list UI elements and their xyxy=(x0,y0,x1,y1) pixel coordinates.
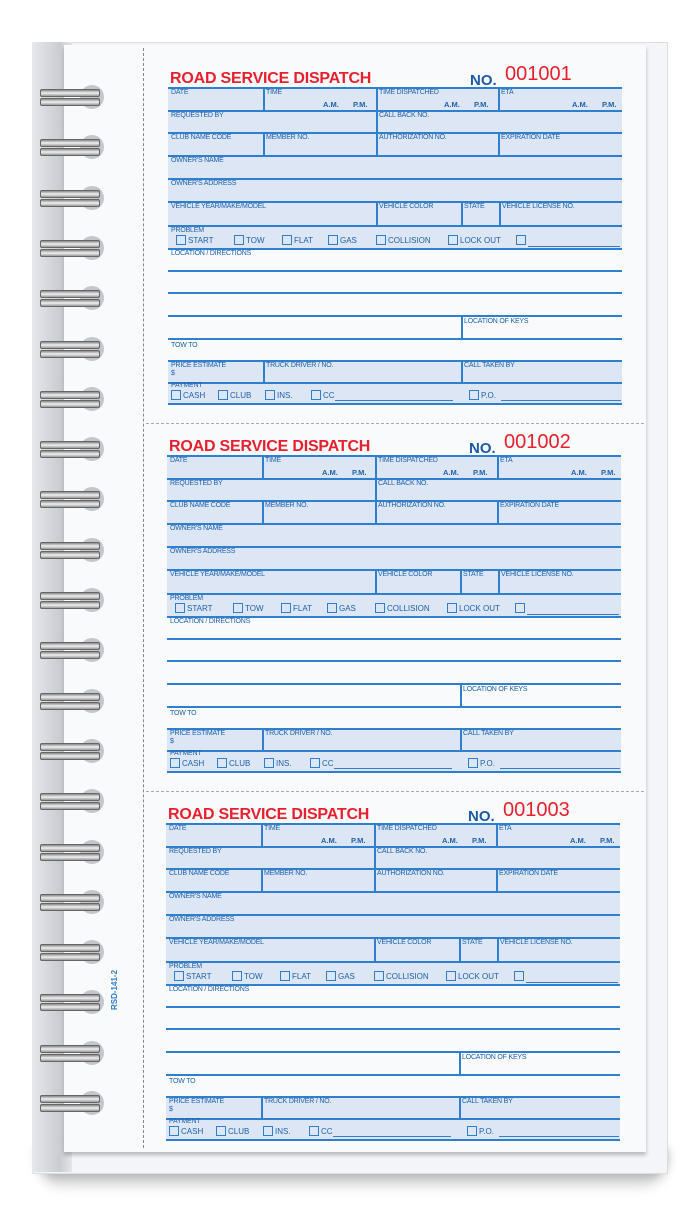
spiral-ring xyxy=(40,339,100,361)
number-label: NO. xyxy=(470,72,497,89)
expiration-date-field[interactable] xyxy=(496,868,620,891)
po-number-line[interactable] xyxy=(499,1136,619,1137)
dollar-label: $ xyxy=(170,738,174,745)
location-directions-label: LOCATION / DIRECTIONS xyxy=(171,250,252,257)
member-no-label: MEMBER NO. xyxy=(265,502,309,509)
location-of-keys-field[interactable] xyxy=(459,1051,620,1074)
other-problem-line[interactable] xyxy=(527,614,619,615)
owners-name-field[interactable] xyxy=(166,891,620,914)
time-dispatched-label: TIME DISPATCHED xyxy=(377,825,437,832)
problem-checkbox[interactable]: LOCK OUT xyxy=(447,603,500,613)
checkbox-icon xyxy=(514,971,524,981)
expiration-date-label: EXPIRATION DATE xyxy=(500,502,559,509)
checkbox-icon xyxy=(234,235,244,245)
rule-line xyxy=(167,750,621,752)
authorization-no-field[interactable] xyxy=(376,132,498,155)
spiral-ring xyxy=(40,439,100,461)
problem-checkbox[interactable] xyxy=(515,603,527,613)
problem-checkbox[interactable]: TOW xyxy=(234,235,265,245)
owners-address-field[interactable] xyxy=(166,914,620,937)
am-label: A.M. xyxy=(322,468,338,477)
vehicle-ymm-field[interactable] xyxy=(167,569,375,593)
spiral-ring xyxy=(40,137,100,159)
authorization-no-label: AUTHORIZATION NO. xyxy=(378,502,446,509)
rule-line xyxy=(168,382,622,384)
date-label: DATE xyxy=(170,457,188,464)
time-dispatched-label: TIME DISPATCHED xyxy=(379,89,439,96)
requested-by-field[interactable] xyxy=(167,478,375,500)
eta-field[interactable] xyxy=(496,823,620,846)
spiral-ring xyxy=(40,238,100,260)
form-number: 001001 xyxy=(505,63,572,85)
am-label: A.M. xyxy=(571,468,587,477)
payment-checkbox[interactable]: INS. xyxy=(265,390,293,400)
price-estimate-label: PRICE ESTIMATE xyxy=(171,362,227,369)
checkbox-icon xyxy=(265,390,275,400)
checkbox-icon xyxy=(310,758,320,768)
eta-field[interactable] xyxy=(498,87,622,110)
problem-checkbox[interactable]: GAS xyxy=(327,603,356,613)
rule-line xyxy=(166,961,620,963)
spiral-ring xyxy=(40,288,100,310)
owners-name-label: OWNER'S NAME xyxy=(169,893,222,900)
payment-checkbox[interactable]: CC xyxy=(310,758,334,768)
vehicle-license-field[interactable] xyxy=(498,569,621,593)
problem-label: PROBLEM xyxy=(171,227,204,234)
am-label: A.M. xyxy=(570,836,586,845)
truck-driver-label: TRUCK DRIVER / NO. xyxy=(264,1098,332,1105)
spiral-ring xyxy=(40,791,100,813)
problem-checkbox[interactable]: TOW xyxy=(232,971,263,981)
payment-checkbox[interactable]: INS. xyxy=(264,758,292,768)
problem-checkbox[interactable] xyxy=(516,235,528,245)
spiral-ring xyxy=(40,540,100,562)
checkbox-icon xyxy=(264,758,274,768)
time-label: TIME xyxy=(265,457,281,464)
spiral-ring xyxy=(40,942,100,964)
date-label: DATE xyxy=(169,825,187,832)
truck-driver-field[interactable] xyxy=(262,728,460,750)
date-field[interactable] xyxy=(167,455,262,478)
spiral-ring xyxy=(40,489,100,511)
number-label: NO. xyxy=(469,440,496,457)
payment-label: PAYMENT xyxy=(171,382,203,389)
checkbox-icon xyxy=(516,235,526,245)
call-taken-by-field[interactable] xyxy=(460,728,621,750)
owners-name-label: OWNER'S NAME xyxy=(171,157,224,164)
checkbox-icon xyxy=(311,390,321,400)
payment-checkbox[interactable]: P.O. xyxy=(469,390,496,400)
time-label: TIME xyxy=(266,89,282,96)
authorization-no-label: AUTHORIZATION NO. xyxy=(377,870,445,877)
vehicle-license-label: VEHICLE LICENSE NO. xyxy=(502,203,575,210)
authorization-no-field[interactable] xyxy=(374,868,496,891)
dispatch-form xyxy=(166,799,620,1142)
form-title: ROAD SERVICE DISPATCH xyxy=(168,806,370,823)
problem-checkbox[interactable] xyxy=(514,971,526,981)
truck-driver-field[interactable] xyxy=(261,1096,459,1118)
po-number-line[interactable] xyxy=(500,768,620,769)
cc-number-line[interactable] xyxy=(334,768,452,769)
problem-label: PROBLEM xyxy=(169,963,202,970)
club-name-code-label: CLUB NAME CODE xyxy=(170,502,231,509)
pm-label: P.M. xyxy=(474,100,489,109)
checkbox-icon xyxy=(326,971,336,981)
call-taken-by-field[interactable] xyxy=(459,1096,620,1118)
spiral-ring xyxy=(40,1043,100,1065)
time-label: TIME xyxy=(264,825,280,832)
call-taken-by-label: CALL TAKEN BY xyxy=(464,362,515,369)
problem-checkbox[interactable]: LOCK OUT xyxy=(448,235,501,245)
member-no-label: MEMBER NO. xyxy=(264,870,308,877)
owners-address-label: OWNER'S ADDRESS xyxy=(171,180,237,187)
vehicle-color-label: VEHICLE COLOR xyxy=(379,203,434,210)
payment-checkbox[interactable]: P.O. xyxy=(468,758,495,768)
state-field[interactable] xyxy=(460,569,498,593)
requested-by-label: REQUESTED BY xyxy=(169,848,222,855)
owners-address-field[interactable] xyxy=(168,178,622,201)
call-back-no-field[interactable] xyxy=(375,478,621,500)
state-label: STATE xyxy=(463,571,484,578)
spiral-ring xyxy=(40,1093,100,1115)
time-field[interactable] xyxy=(261,823,374,846)
member-no-field[interactable] xyxy=(263,132,376,155)
checkbox-icon xyxy=(375,603,385,613)
tow-to-label: TOW TO xyxy=(170,710,197,717)
club-name-code-label: CLUB NAME CODE xyxy=(171,134,232,141)
requested-by-label: REQUESTED BY xyxy=(170,480,223,487)
vehicle-ymm-field[interactable] xyxy=(168,201,376,225)
vehicle-license-label: VEHICLE LICENSE NO. xyxy=(501,571,574,578)
rule-line xyxy=(168,225,622,227)
spiral-ring xyxy=(40,992,100,1014)
tow-to-field[interactable] xyxy=(166,1074,620,1096)
price-estimate-field[interactable] xyxy=(166,1096,261,1118)
checkbox-icon xyxy=(328,235,338,245)
vehicle-ymm-field[interactable] xyxy=(166,937,374,961)
expiration-date-label: EXPIRATION DATE xyxy=(499,870,558,877)
eta-label: ETA xyxy=(500,457,513,464)
problem-checkbox[interactable]: LOCK OUT xyxy=(446,971,499,981)
club-name-code-label: CLUB NAME CODE xyxy=(169,870,230,877)
problem-checkbox[interactable]: TOW xyxy=(233,603,264,613)
location-of-keys-label: LOCATION OF KEYS xyxy=(464,318,529,325)
checkbox-icon xyxy=(176,235,186,245)
spiral-ring xyxy=(40,892,100,914)
club-name-code-field[interactable] xyxy=(168,132,263,155)
stub-perforation xyxy=(143,48,144,1148)
owners-name-field[interactable] xyxy=(168,155,622,178)
tow-to-field[interactable] xyxy=(167,706,621,728)
checkbox-icon xyxy=(217,758,227,768)
truck-driver-field[interactable] xyxy=(263,360,461,382)
club-name-code-field[interactable] xyxy=(167,500,262,523)
owners-name-label: OWNER'S NAME xyxy=(170,525,223,532)
problem-checkbox[interactable]: START xyxy=(176,235,213,245)
payment-checkbox[interactable]: CLUB xyxy=(216,1126,249,1136)
location-directions-label: LOCATION / DIRECTIONS xyxy=(170,618,251,625)
checkbox-icon xyxy=(327,603,337,613)
pm-label: P.M. xyxy=(353,100,368,109)
checkbox-icon xyxy=(376,235,386,245)
problem-checkbox[interactable]: GAS xyxy=(326,971,355,981)
po-number-line[interactable] xyxy=(501,400,621,401)
problem-checkbox[interactable]: FLAT xyxy=(281,603,312,613)
authorization-no-label: AUTHORIZATION NO. xyxy=(379,134,447,141)
vehicle-license-field[interactable] xyxy=(497,937,620,961)
expiration-date-field[interactable] xyxy=(498,132,622,155)
call-taken-by-label: CALL TAKEN BY xyxy=(462,1098,513,1105)
owners-address-label: OWNER'S ADDRESS xyxy=(169,916,235,923)
state-label: STATE xyxy=(464,203,485,210)
date-label: DATE xyxy=(171,89,189,96)
checkbox-icon xyxy=(169,1126,179,1136)
dollar-label: $ xyxy=(169,1106,173,1113)
price-estimate-field[interactable] xyxy=(168,360,263,382)
call-back-no-label: CALL BACK NO. xyxy=(379,112,430,119)
payment-checkbox[interactable]: CLUB xyxy=(217,758,250,768)
checkbox-icon xyxy=(174,971,184,981)
other-problem-line[interactable] xyxy=(528,246,620,247)
location-of-keys-field[interactable] xyxy=(461,315,622,338)
spiral-ring xyxy=(40,188,100,210)
vehicle-color-field[interactable] xyxy=(375,569,460,593)
state-field[interactable] xyxy=(459,937,497,961)
eta-field[interactable] xyxy=(497,455,621,478)
form-number: 001003 xyxy=(503,799,570,821)
dollar-label: $ xyxy=(171,370,175,377)
pm-label: P.M. xyxy=(473,468,488,477)
time-dispatched-label: TIME DISPATCHED xyxy=(378,457,438,464)
rule-line xyxy=(166,1139,620,1141)
call-taken-by-label: CALL TAKEN BY xyxy=(463,730,514,737)
form-title: ROAD SERVICE DISPATCH xyxy=(169,438,371,455)
checkbox-icon xyxy=(170,758,180,768)
problem-checkbox[interactable]: COLLISION xyxy=(374,971,429,981)
cc-number-line[interactable] xyxy=(335,400,453,401)
payment-checkbox[interactable]: CLUB xyxy=(218,390,251,400)
problem-checkbox[interactable]: COLLISION xyxy=(375,603,430,613)
time-field[interactable] xyxy=(263,87,376,110)
checkbox-icon xyxy=(282,235,292,245)
call-back-no-field[interactable] xyxy=(376,110,622,132)
checkbox-icon xyxy=(309,1126,319,1136)
payment-label: PAYMENT xyxy=(169,1118,201,1125)
truck-driver-label: TRUCK DRIVER / NO. xyxy=(265,730,333,737)
problem-checkbox[interactable]: COLLISION xyxy=(376,235,431,245)
problem-label: PROBLEM xyxy=(170,595,203,602)
price-estimate-field[interactable] xyxy=(167,728,262,750)
checkbox-icon xyxy=(446,971,456,981)
number-label: NO. xyxy=(468,808,495,825)
payment-checkbox[interactable]: CASH xyxy=(169,1126,203,1136)
problem-checkbox[interactable]: FLAT xyxy=(280,971,311,981)
requested-by-field[interactable] xyxy=(168,110,376,132)
vehicle-ymm-label: VEHICLE YEAR/MAKE/MODEL xyxy=(171,203,266,210)
vehicle-license-field[interactable] xyxy=(499,201,622,225)
time-dispatched-field[interactable] xyxy=(374,823,496,846)
checkbox-icon xyxy=(469,390,479,400)
problem-checkbox[interactable]: GAS xyxy=(328,235,357,245)
truck-driver-label: TRUCK DRIVER / NO. xyxy=(266,362,334,369)
checkbox-icon xyxy=(448,235,458,245)
vehicle-ymm-label: VEHICLE YEAR/MAKE/MODEL xyxy=(170,571,265,578)
vehicle-color-field[interactable] xyxy=(376,201,461,225)
time-dispatched-field[interactable] xyxy=(376,87,498,110)
date-field[interactable] xyxy=(166,823,261,846)
pm-label: P.M. xyxy=(352,468,367,477)
rule-line xyxy=(168,403,622,405)
spiral-ring xyxy=(40,842,100,864)
checkbox-icon xyxy=(218,390,228,400)
tow-to-label: TOW TO xyxy=(171,342,198,349)
checkbox-icon xyxy=(281,603,291,613)
checkbox-icon xyxy=(374,971,384,981)
owners-name-field[interactable] xyxy=(167,523,621,546)
dispatch-form xyxy=(167,431,621,774)
expiration-date-label: EXPIRATION DATE xyxy=(501,134,560,141)
stub-code: RSD-141-2 xyxy=(110,969,119,1010)
vehicle-ymm-label: VEHICLE YEAR/MAKE/MODEL xyxy=(169,939,264,946)
spiral-ring xyxy=(40,691,100,713)
problem-checkbox[interactable]: START xyxy=(175,603,212,613)
payment-label: PAYMENT xyxy=(170,750,202,757)
vehicle-color-label: VEHICLE COLOR xyxy=(378,571,433,578)
spiral-ring xyxy=(40,87,100,109)
payment-checkbox[interactable]: CC xyxy=(311,390,335,400)
pm-label: P.M. xyxy=(600,836,615,845)
am-label: A.M. xyxy=(323,100,339,109)
problem-checkbox[interactable]: FLAT xyxy=(282,235,313,245)
date-field[interactable] xyxy=(168,87,263,110)
checkbox-icon xyxy=(263,1126,273,1136)
am-label: A.M. xyxy=(443,468,459,477)
payment-checkbox[interactable]: CASH xyxy=(171,390,205,400)
checkbox-icon xyxy=(280,971,290,981)
payment-checkbox[interactable]: CC xyxy=(309,1126,333,1136)
tow-to-label: TOW TO xyxy=(169,1078,196,1085)
other-problem-line[interactable] xyxy=(526,982,618,983)
am-label: A.M. xyxy=(572,100,588,109)
rule-line xyxy=(167,771,621,773)
tear-line xyxy=(146,791,644,792)
call-back-no-label: CALL BACK NO. xyxy=(378,480,429,487)
authorization-no-field[interactable] xyxy=(375,500,497,523)
dispatch-form xyxy=(168,63,622,406)
am-label: A.M. xyxy=(444,100,460,109)
checkbox-icon xyxy=(216,1126,226,1136)
checkbox-icon xyxy=(171,390,181,400)
pm-label: P.M. xyxy=(602,100,617,109)
checkbox-icon xyxy=(468,758,478,768)
location-of-keys-label: LOCATION OF KEYS xyxy=(463,686,528,693)
am-label: A.M. xyxy=(321,836,337,845)
club-name-code-field[interactable] xyxy=(166,868,261,891)
pm-label: P.M. xyxy=(472,836,487,845)
checkbox-icon xyxy=(447,603,457,613)
payment-checkbox[interactable]: CASH xyxy=(170,758,204,768)
spiral-ring xyxy=(40,741,100,763)
price-estimate-label: PRICE ESTIMATE xyxy=(169,1098,225,1105)
problem-checkbox[interactable]: START xyxy=(174,971,211,981)
vehicle-color-label: VEHICLE COLOR xyxy=(377,939,432,946)
pm-label: P.M. xyxy=(351,836,366,845)
eta-label: ETA xyxy=(501,89,514,96)
requested-by-field[interactable] xyxy=(166,846,374,868)
location-directions-label: LOCATION / DIRECTIONS xyxy=(169,986,250,993)
state-label: STATE xyxy=(462,939,483,946)
vehicle-license-label: VEHICLE LICENSE NO. xyxy=(500,939,573,946)
state-field[interactable] xyxy=(461,201,499,225)
cc-number-line[interactable] xyxy=(333,1136,451,1137)
checkbox-icon xyxy=(232,971,242,981)
form-number: 001002 xyxy=(504,431,571,453)
vehicle-color-field[interactable] xyxy=(374,937,459,961)
pm-label: P.M. xyxy=(601,468,616,477)
form-title: ROAD SERVICE DISPATCH xyxy=(170,70,372,87)
tow-to-field[interactable] xyxy=(168,338,622,360)
owners-address-label: OWNER'S ADDRESS xyxy=(170,548,236,555)
checkbox-icon xyxy=(467,1126,477,1136)
payment-checkbox[interactable]: P.O. xyxy=(467,1126,494,1136)
time-field[interactable] xyxy=(262,455,375,478)
member-no-field[interactable] xyxy=(261,868,374,891)
payment-checkbox[interactable]: INS. xyxy=(263,1126,291,1136)
call-back-no-label: CALL BACK NO. xyxy=(377,848,428,855)
member-no-field[interactable] xyxy=(262,500,375,523)
location-of-keys-label: LOCATION OF KEYS xyxy=(462,1054,527,1061)
location-of-keys-field[interactable] xyxy=(460,683,621,706)
spiral-ring xyxy=(40,640,100,662)
expiration-date-field[interactable] xyxy=(497,500,621,523)
call-taken-by-field[interactable] xyxy=(461,360,622,382)
checkbox-icon xyxy=(515,603,525,613)
time-dispatched-field[interactable] xyxy=(375,455,497,478)
owners-address-field[interactable] xyxy=(167,546,621,569)
rule-line xyxy=(166,1118,620,1120)
price-estimate-label: PRICE ESTIMATE xyxy=(170,730,226,737)
rule-line xyxy=(167,593,621,595)
eta-label: ETA xyxy=(499,825,512,832)
spiral-ring xyxy=(40,389,100,411)
tear-line xyxy=(146,423,644,424)
spiral-ring xyxy=(40,590,100,612)
am-label: A.M. xyxy=(442,836,458,845)
checkbox-icon xyxy=(233,603,243,613)
requested-by-label: REQUESTED BY xyxy=(171,112,224,119)
checkbox-icon xyxy=(175,603,185,613)
call-back-no-field[interactable] xyxy=(374,846,620,868)
member-no-label: MEMBER NO. xyxy=(266,134,310,141)
